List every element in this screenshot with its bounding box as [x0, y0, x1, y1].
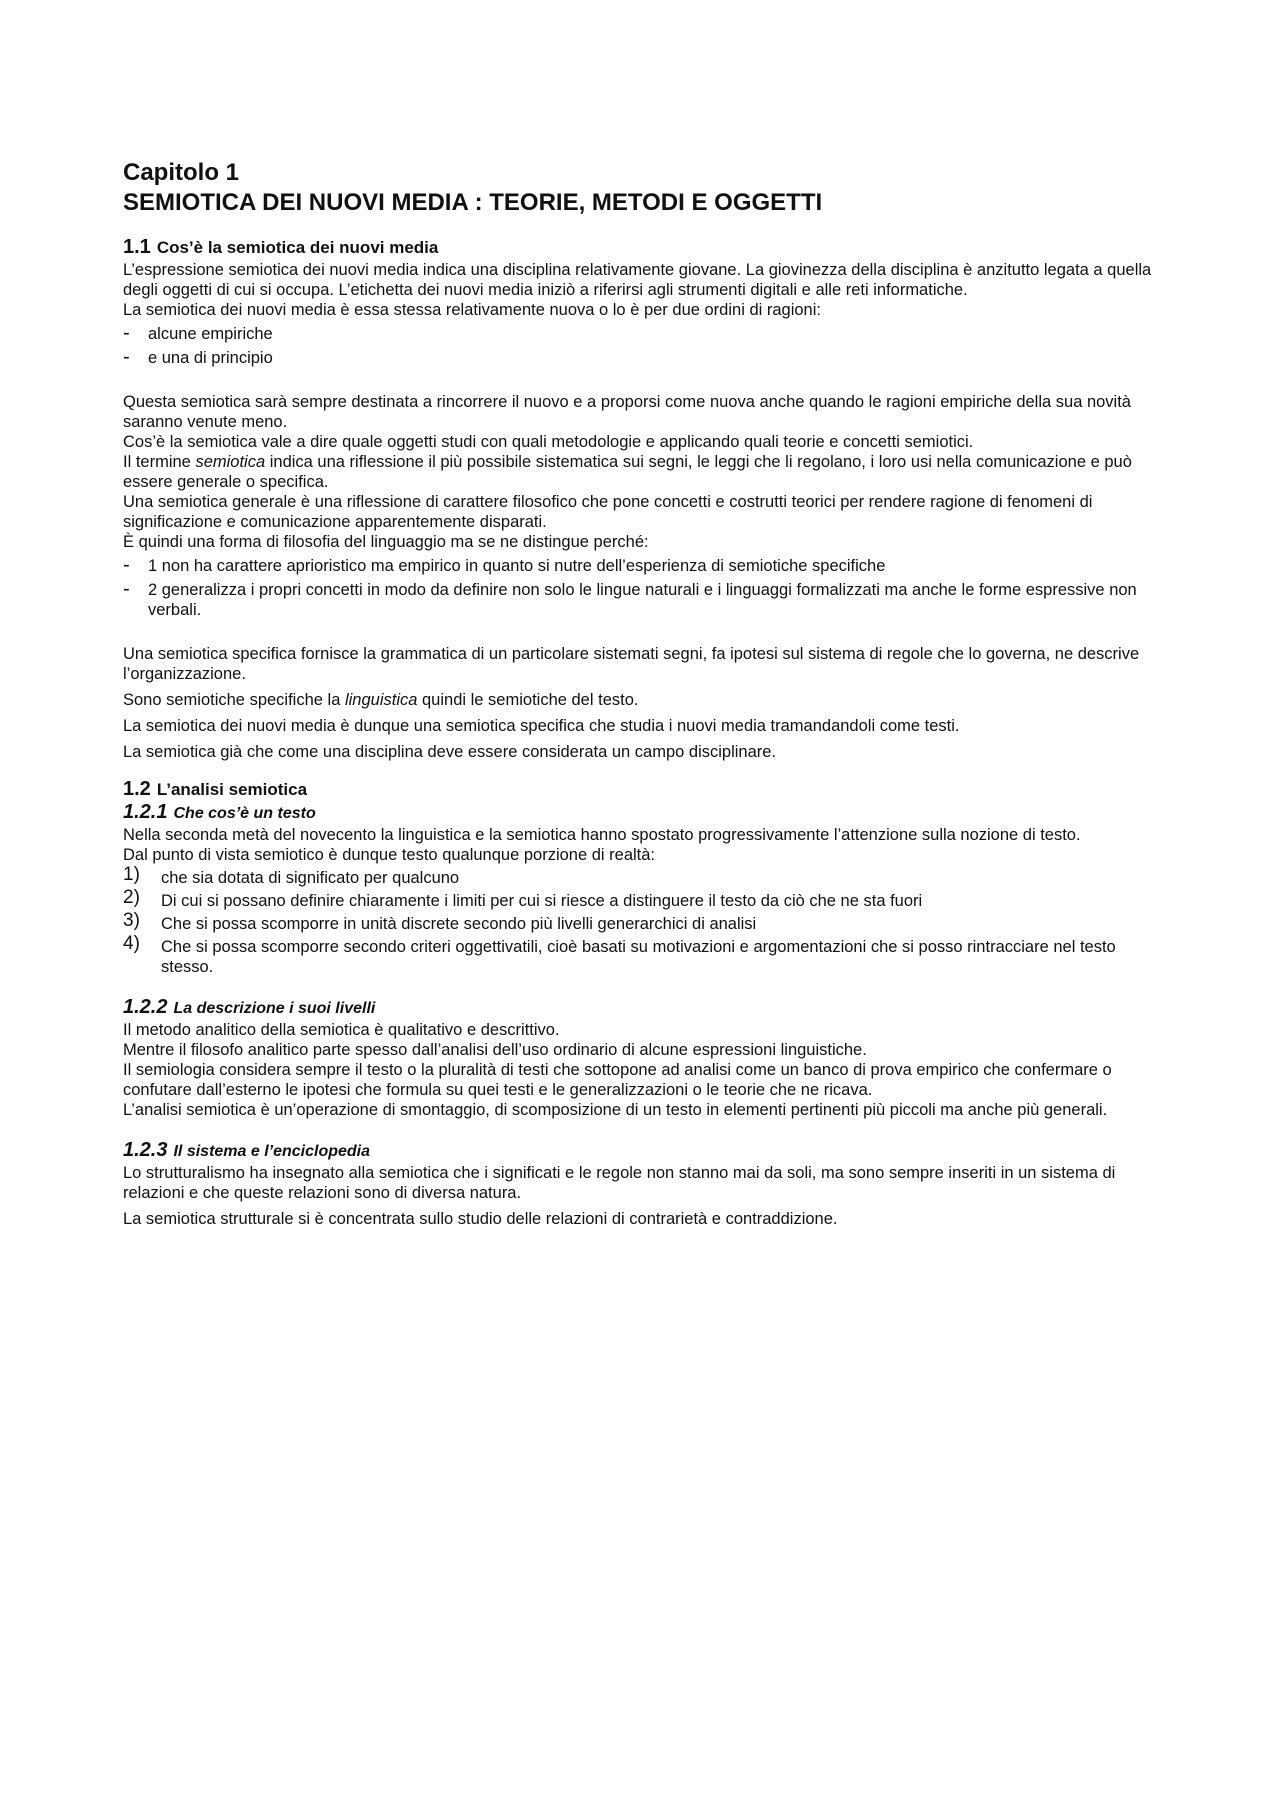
list-item-text: e una di principio: [148, 349, 273, 367]
text-run: Sono semiotiche specifiche la: [123, 691, 345, 709]
list-item-text: che sia dotata di significato per qualcuno: [161, 869, 460, 887]
chapter-title: SEMIOTICA DEI NUOVI MEDIA : TEORIE, METODI E OGGETTI: [123, 189, 823, 216]
list-marker: -: [123, 322, 130, 344]
paragraph: La semiotica dei nuovi media è essa stessa relativamente nuova o lo è per due ordini di ragioni:: [123, 301, 821, 319]
paragraph: Questa semiotica sarà sempre destinata a rincorrere il nuovo e a proporsi come nuova anche quando le ragioni empiriche della sua novità saranno venute meno.: [123, 393, 1131, 431]
chapter-label: Capitolo 1: [123, 159, 240, 186]
text-run: Il termine: [123, 453, 196, 471]
list-item-text: 2 generalizza i propri concetti in modo da definire non solo le lingue naturali e i linguaggi formalizzati ma anche le forme espressive non verbali.: [148, 581, 1137, 619]
list-marker: 2): [123, 887, 140, 908]
paragraph: Lo strutturalismo ha insegnato alla semiotica che i significati e le regole non stanno mai da soli, ma sono sempre inseriti in un sistema di relazioni e che queste relazioni sono di diversa natura.: [123, 1164, 1116, 1202]
list-item: [123, 556, 1160, 576]
list-item-text: 1 non ha carattere aprioristico ma empirico in quanto si nutre dell’esperienza di semiotiche specifiche: [148, 557, 886, 575]
list-item: [123, 324, 1160, 344]
paragraph: L’analisi semiotica è un’operazione di smontaggio, di scomposizione di un testo in elementi pertinenti più piccoli ma anche più generali.: [123, 1101, 1108, 1119]
list-marker: 4): [123, 933, 140, 954]
list-item: [123, 580, 1160, 620]
paragraph: Una semiotica generale è una riflessione di carattere filosofico che pone concetti e costrutti teorici per rendere ragione di fenomeni di significazione e comunicazione apparentemente disparati.: [123, 493, 1093, 531]
emphasis: linguistica: [344, 691, 418, 709]
list-item: [123, 933, 1160, 977]
emphasis: semiotica: [195, 453, 266, 471]
paragraph: La semiotica strutturale si è concentrata sullo studio delle relazioni di contrarietà e contraddizione.: [123, 1210, 838, 1228]
list-item: [123, 864, 1160, 888]
list-item: [123, 348, 1160, 368]
list-item-text: alcune empiriche: [148, 325, 273, 343]
subsection-title: Il sistema e l’enciclopedia: [173, 1143, 371, 1160]
list-marker: 3): [123, 910, 140, 931]
paragraph: La semiotica dei nuovi media è dunque una semiotica specifica che studia i nuovi media tramandandoli come testi.: [123, 717, 960, 735]
subsection-heading: [123, 997, 1160, 1019]
section-title: Cos’è la semiotica dei nuovi media: [156, 238, 439, 257]
subsection-title: Che cos’è un testo: [173, 805, 316, 822]
paragraph: [123, 690, 1160, 710]
paragraph: Il metodo analitico della semiotica è qualitativo e descrittivo.: [123, 1021, 560, 1039]
paragraph: Nella seconda metà del novecento la linguistica e la semiotica hanno spostato progressivamente l’attenzione sulla nozione di testo.: [123, 826, 1081, 844]
paragraph: È quindi una forma di filosofia del linguaggio ma se ne distingue perché:: [123, 533, 649, 551]
section-title: L’analisi semiotica: [156, 780, 308, 799]
paragraph: [123, 452, 1160, 492]
subsection-number: 1.2.2: [123, 996, 168, 1018]
subsection-number: 1.2.3: [123, 1139, 168, 1161]
paragraph: Mentre il filosofo analitico parte spesso dall’analisi dell’uso ordinario di alcune espressioni linguistiche.: [123, 1041, 867, 1059]
paragraph: Cos’è la semiotica vale a dire quale oggetti studi con quali metodologie e applicando quali teorie e concetti semiotici.: [123, 433, 974, 451]
section-1-1: [123, 236, 1160, 762]
section-number: 1.2: [123, 778, 151, 800]
text-run: indica una riflessione il più possibile sistematica sui segni, le leggi che li regolano, i loro usi nella comunicazione e può essere generale o specifica.: [123, 453, 1132, 491]
paragraph: Una semiotica specifica fornisce la grammatica di un particolare sistemati segni, fa ipotesi sul sistema di regole che lo governa, ne descrive l’organizzazione.: [123, 645, 1140, 683]
list-marker: -: [123, 578, 130, 600]
paragraph: L’espressione semiotica dei nuovi media indica una disciplina relativamente giovane. La giovinezza della disciplina è anzitutto legata a quella degli oggetti di cui si occupa. L’etichetta dei nuovi media iniziò a riferirsi agli strumenti digitali e alle reti informatiche.: [123, 261, 1152, 299]
paragraph: Il semiologia considera sempre il testo o la pluralità di testi che sottopone ad analisi come un banco di prova empirico che confermare o confutare dall’esterno le ipotesi che formula su quei testi e le generalizzazioni o le teorie che ne ricava.: [123, 1061, 1112, 1099]
dash-list: [123, 556, 1160, 620]
list-marker: -: [123, 346, 130, 368]
subsection-title: La descrizione i suoi livelli: [173, 1000, 376, 1017]
dash-list: [123, 324, 1160, 368]
section-number: 1.1: [123, 236, 151, 258]
paragraph: La semiotica già che come una disciplina deve essere considerata un campo disciplinare.: [123, 743, 777, 761]
list-marker: -: [123, 554, 130, 576]
subsection-number: 1.2.1: [123, 801, 168, 823]
section-heading: [123, 778, 1160, 801]
numbered-list: [123, 864, 1160, 977]
section-1-2: [123, 778, 1160, 1229]
list-item-text: Che si possa scomporre secondo criteri oggettivatili, cioè basati su motivazioni e argomentazioni che si posso rintracciare nel testo stesso.: [161, 938, 1116, 976]
list-item: [123, 910, 1160, 934]
list-item-text: Di cui si possano definire chiaramente i limiti per cui si riesce a distinguere il testo da ciò che ne sta fuori: [161, 892, 923, 910]
text-run: quindi le semiotiche del testo.: [417, 691, 639, 709]
list-item-text: Che si possa scomporre in unità discrete secondo più livelli generarchici di analisi: [161, 915, 757, 933]
section-heading: [123, 236, 1160, 259]
list-marker: 1): [123, 864, 140, 885]
subsection-heading: [123, 1140, 1160, 1162]
subsection-heading: [123, 802, 1160, 824]
paragraph: Dal punto di vista semiotico è dunque testo qualunque porzione di realtà:: [123, 846, 656, 864]
list-item: [123, 887, 1160, 911]
